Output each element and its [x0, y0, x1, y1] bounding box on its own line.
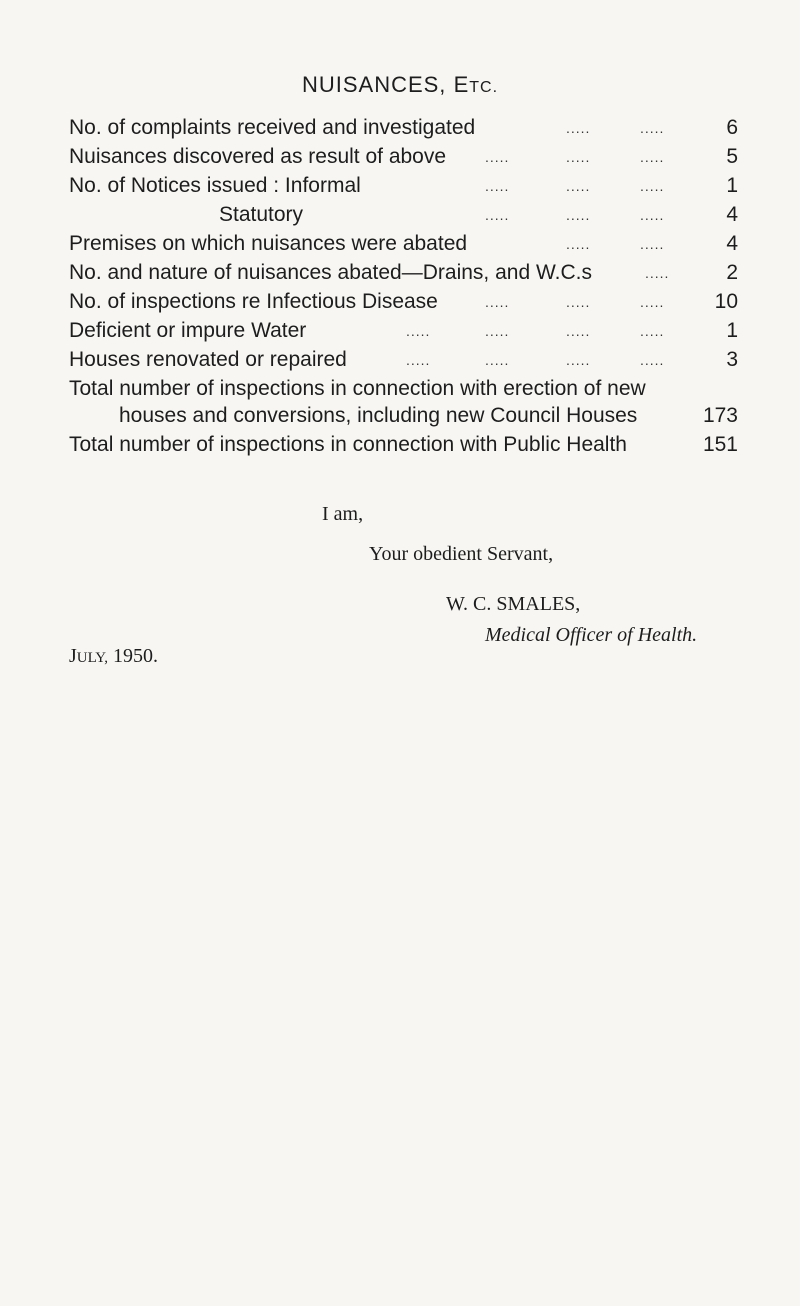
row-value: 10 — [714, 290, 738, 313]
row-value: 1 — [726, 174, 738, 197]
row-value: 151 — [702, 433, 738, 456]
row-value: 3 — [726, 348, 738, 371]
table-row: Statutory ..... ..... ..... 4 — [69, 200, 738, 230]
table-row — [69, 430, 738, 460]
date-year: 1950. — [112, 645, 158, 667]
row-value: 4 — [726, 232, 738, 255]
row-label: Total number of inspections in connection with Public Health — [69, 433, 627, 456]
table-row: Nuisances discovered as result of above ..... ..... ..... 5 — [69, 142, 738, 172]
row-label: No. of complaints received and investigated — [69, 116, 476, 139]
row-label: Houses renovated or repaired — [69, 348, 347, 371]
date-month-rest: ULY, — [76, 650, 108, 666]
signature-name: W. C. SMALES, — [446, 593, 581, 615]
row-value: 6 — [726, 116, 738, 139]
date-month-initial: J — [69, 645, 77, 667]
row-label: Nuisances discovered as result of above — [69, 145, 447, 168]
table-row: No. and nature of nuisances abated—Drains, and W.C.s ..... 2 — [69, 258, 738, 288]
row-value: 173 — [702, 404, 738, 427]
row-label: Total number of inspections in connection with erection of new — [69, 377, 646, 400]
heading-initial: E — [453, 72, 470, 97]
date-line — [69, 645, 158, 668]
row-label: Deficient or impure Water — [69, 319, 307, 342]
table-row: Premises on which nuisances were abated ..... ..... 4 — [69, 229, 738, 259]
row-label: No. of inspections re Infectious Disease — [69, 290, 438, 313]
section-heading — [0, 72, 800, 98]
row-label: Premises on which nuisances were abated — [69, 232, 468, 255]
row-label: No. of Notices issued : Informal — [69, 174, 361, 197]
row-value: 4 — [726, 203, 738, 226]
heading-word: NUISANCES, — [301, 72, 447, 97]
servant-line: Your obedient Servant, — [369, 543, 554, 565]
closing-line: I am, — [322, 503, 364, 525]
table-row: No. of Notices issued : Informal ..... ..... ..... 1 — [69, 171, 738, 201]
row-label: houses and conversions, including new Council Houses — [119, 404, 638, 427]
signature-title: Medical Officer of Health. — [485, 624, 698, 646]
table-row: Houses renovated or repaired ..... ..... ..... ..... 3 — [69, 345, 738, 375]
row-value: 5 — [726, 145, 738, 168]
row-value: 1 — [726, 319, 738, 342]
table-row — [69, 374, 738, 404]
table-row: Deficient or impure Water ..... ..... ..... ..... 1 — [69, 316, 738, 346]
table-row — [69, 401, 738, 431]
row-label: No. and nature of nuisances abated—Drains, and W.C.s — [69, 261, 592, 284]
heading-rest: TC. — [469, 79, 499, 96]
table-row: No. of complaints received and investigated ..... ..... 6 — [69, 113, 738, 143]
table-row: No. of inspections re Infectious Disease ..... ..... ..... 10 — [69, 287, 738, 317]
row-label: Statutory — [219, 203, 304, 226]
row-value: 2 — [726, 261, 738, 284]
